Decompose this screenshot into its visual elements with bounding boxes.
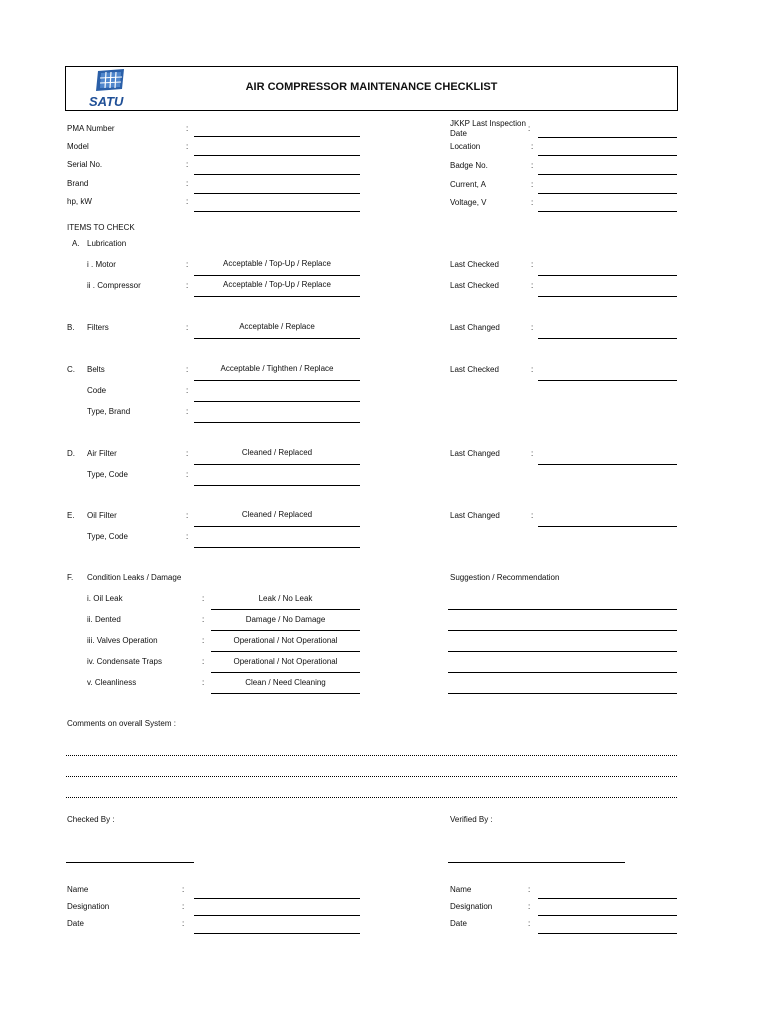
colon: :	[186, 124, 189, 133]
suggestion-line[interactable]	[448, 693, 677, 694]
section-d-title: Air Filter	[87, 449, 117, 458]
comments-label: Comments on overall System :	[67, 719, 176, 728]
condition-item: iii. Valves Operation	[87, 636, 158, 645]
label-brand: Brand	[67, 179, 89, 188]
colon: :	[531, 260, 534, 269]
condition-field[interactable]	[211, 630, 360, 631]
oil-filter-type-code-label: Type, Code	[87, 532, 128, 541]
condition-option[interactable]: Leak / No Leak	[258, 594, 313, 603]
suggestion-line[interactable]	[448, 609, 677, 610]
oil-filter-last-changed-field[interactable]	[538, 526, 677, 527]
suggestion-line[interactable]	[448, 630, 677, 631]
condition-item: iv. Condensate Traps	[87, 657, 163, 666]
colon: :	[202, 657, 205, 666]
belts-code-field[interactable]	[194, 401, 360, 402]
motor-last-checked-label: Last Checked	[450, 260, 499, 269]
motor-field[interactable]	[194, 275, 360, 276]
page-title: AIR COMPRESSOR MAINTENANCE CHECKLIST	[245, 81, 498, 93]
section-e-title: Oil Filter	[87, 511, 117, 520]
colon: :	[531, 511, 534, 520]
condition-item: v. Cleanliness	[87, 678, 137, 687]
svg-text:SATU: SATU	[89, 94, 124, 109]
brand-field[interactable]	[194, 193, 360, 194]
colon: :	[186, 142, 189, 151]
compressor-last-checked-field[interactable]	[538, 296, 677, 297]
label-location: Location	[450, 142, 481, 151]
condition-option[interactable]: Clean / Need Cleaning	[245, 678, 326, 687]
section-c-title: Belts	[87, 365, 105, 374]
colon: :	[186, 260, 189, 269]
colon: :	[186, 511, 189, 520]
filters-last-changed-label: Last Changed	[450, 323, 500, 332]
oil-filter-last-changed-label: Last Changed	[450, 511, 500, 520]
colon: :	[528, 902, 531, 911]
colon: :	[182, 885, 185, 894]
section-b-title: Filters	[87, 323, 109, 332]
filters-last-changed-field[interactable]	[538, 338, 677, 339]
verifier-name-label: Name	[450, 885, 472, 894]
section-c-letter: C.	[67, 365, 75, 374]
colon: :	[531, 449, 534, 458]
verifier-date-field[interactable]	[538, 933, 677, 934]
label-current: Current, A	[450, 180, 487, 189]
verifier-date-label: Date	[450, 919, 467, 928]
air-filter-type-code-field[interactable]	[194, 485, 360, 486]
compressor-last-checked-label: Last Checked	[450, 281, 499, 290]
condition-field[interactable]	[211, 609, 360, 610]
condition-item: ii. Dented	[87, 615, 121, 624]
checker-designation-field[interactable]	[194, 915, 360, 916]
verifier-name-field[interactable]	[538, 898, 677, 899]
colon: :	[186, 160, 189, 169]
serial-no-field[interactable]	[194, 174, 360, 175]
item-compressor: ii . Compressor	[87, 281, 141, 290]
belts-last-checked-label: Last Checked	[450, 365, 499, 374]
colon: :	[528, 124, 531, 133]
compressor-field[interactable]	[194, 296, 360, 297]
items-to-check-heading: ITEMS TO CHECK	[67, 223, 135, 232]
label-voltage: Voltage, V	[450, 198, 487, 207]
air-filter-last-changed-label: Last Changed	[450, 449, 500, 458]
belts-field[interactable]	[194, 380, 360, 381]
section-a-letter: A.	[72, 239, 80, 248]
voltage-field[interactable]	[538, 211, 677, 212]
colon: :	[528, 885, 531, 894]
colon: :	[186, 323, 189, 332]
condition-field[interactable]	[211, 672, 360, 673]
checked-by-label: Checked By :	[67, 815, 115, 824]
colon: :	[186, 197, 189, 206]
oil-filter-option[interactable]: Cleaned / Replaced	[241, 510, 313, 519]
colon: :	[186, 449, 189, 458]
section-e-letter: E.	[67, 511, 75, 520]
colon: :	[186, 407, 189, 416]
checker-date-label: Date	[67, 919, 84, 928]
suggestion-line[interactable]	[448, 651, 677, 652]
colon: :	[202, 615, 205, 624]
model-field[interactable]	[194, 155, 360, 156]
colon: :	[531, 198, 534, 207]
air-filter-last-changed-field[interactable]	[538, 464, 677, 465]
label-serial-no: Serial No.	[67, 160, 103, 169]
colon: :	[528, 919, 531, 928]
colon: :	[202, 594, 205, 603]
location-field[interactable]	[538, 155, 677, 156]
colon: :	[182, 919, 185, 928]
colon: :	[186, 532, 189, 541]
colon: :	[531, 281, 534, 290]
comments-line[interactable]	[66, 776, 677, 777]
suggestion-label: Suggestion / Recommendation	[450, 573, 560, 582]
badge-no-field[interactable]	[538, 174, 677, 175]
section-d-letter: D.	[67, 449, 75, 458]
item-motor: i . Motor	[87, 260, 116, 269]
colon: :	[531, 180, 534, 189]
condition-field[interactable]	[211, 693, 360, 694]
air-filter-type-code-label: Type, Code	[87, 470, 128, 479]
belts-code-label: Code	[87, 386, 107, 395]
colon: :	[186, 470, 189, 479]
comments-line[interactable]	[66, 797, 677, 798]
colon: :	[202, 636, 205, 645]
colon: :	[186, 386, 189, 395]
oil-filter-type-code-field[interactable]	[194, 547, 360, 548]
checker-date-field[interactable]	[194, 933, 360, 934]
hp-kw-field[interactable]	[194, 211, 360, 212]
colon: :	[531, 142, 534, 151]
label-jkkp-date: Date	[450, 129, 467, 138]
verifier-designation-label: Designation	[450, 902, 493, 911]
belts-last-checked-field[interactable]	[538, 380, 677, 381]
section-b-letter: B.	[67, 323, 75, 332]
verified-by-signature-line[interactable]	[448, 862, 625, 863]
current-field[interactable]	[538, 193, 677, 194]
oil-filter-field[interactable]	[194, 526, 360, 527]
label-badge-no: Badge No.	[450, 161, 488, 170]
section-f-title: Condition Leaks / Damage	[87, 573, 182, 582]
pma-number-field[interactable]	[194, 136, 360, 137]
checker-name-field[interactable]	[194, 898, 360, 899]
label-pma-number: PMA Number	[67, 124, 115, 133]
motor-last-checked-field[interactable]	[538, 275, 677, 276]
condition-option[interactable]: Operational / Not Operational	[233, 636, 338, 645]
colon: :	[186, 365, 189, 374]
checker-designation-label: Designation	[67, 902, 110, 911]
colon: :	[531, 323, 534, 332]
condition-field[interactable]	[211, 651, 360, 652]
colon: :	[202, 678, 205, 687]
belts-option[interactable]: Acceptable / Tighthen / Replace	[220, 364, 334, 373]
air-filter-option[interactable]: Cleaned / Replaced	[241, 448, 313, 457]
condition-option[interactable]: Damage / No Damage	[245, 615, 326, 624]
section-f-letter: F.	[67, 573, 74, 582]
condition-option[interactable]: Operational / Not Operational	[233, 657, 338, 666]
colon: :	[531, 161, 534, 170]
label-model: Model	[67, 142, 89, 151]
colon: :	[531, 365, 534, 374]
belts-type-brand-field[interactable]	[194, 422, 360, 423]
section-a-title: Lubrication	[87, 239, 127, 248]
checker-name-label: Name	[67, 885, 89, 894]
suggestion-line[interactable]	[448, 672, 677, 673]
verifier-designation-field[interactable]	[538, 915, 677, 916]
comments-line[interactable]	[66, 755, 677, 756]
motor-option[interactable]: Acceptable / Top-Up / Replace	[223, 259, 331, 268]
jkkp-date-field[interactable]	[538, 137, 677, 138]
label-hp-kw: hp, kW	[67, 197, 92, 206]
filters-field[interactable]	[194, 338, 360, 339]
label-jkkp-last-inspection: JKKP Last Inspection	[450, 119, 526, 128]
condition-item: i. Oil Leak	[87, 594, 123, 603]
colon: :	[182, 902, 185, 911]
verified-by-label: Verified By :	[450, 815, 493, 824]
belts-type-brand-label: Type, Brand	[87, 407, 131, 416]
air-filter-field[interactable]	[194, 464, 360, 465]
checked-by-signature-line[interactable]	[66, 862, 194, 863]
compressor-option[interactable]: Acceptable / Top-Up / Replace	[223, 280, 331, 289]
colon: :	[186, 281, 189, 290]
colon: :	[186, 179, 189, 188]
filters-option[interactable]: Acceptable / Replace	[239, 322, 315, 331]
